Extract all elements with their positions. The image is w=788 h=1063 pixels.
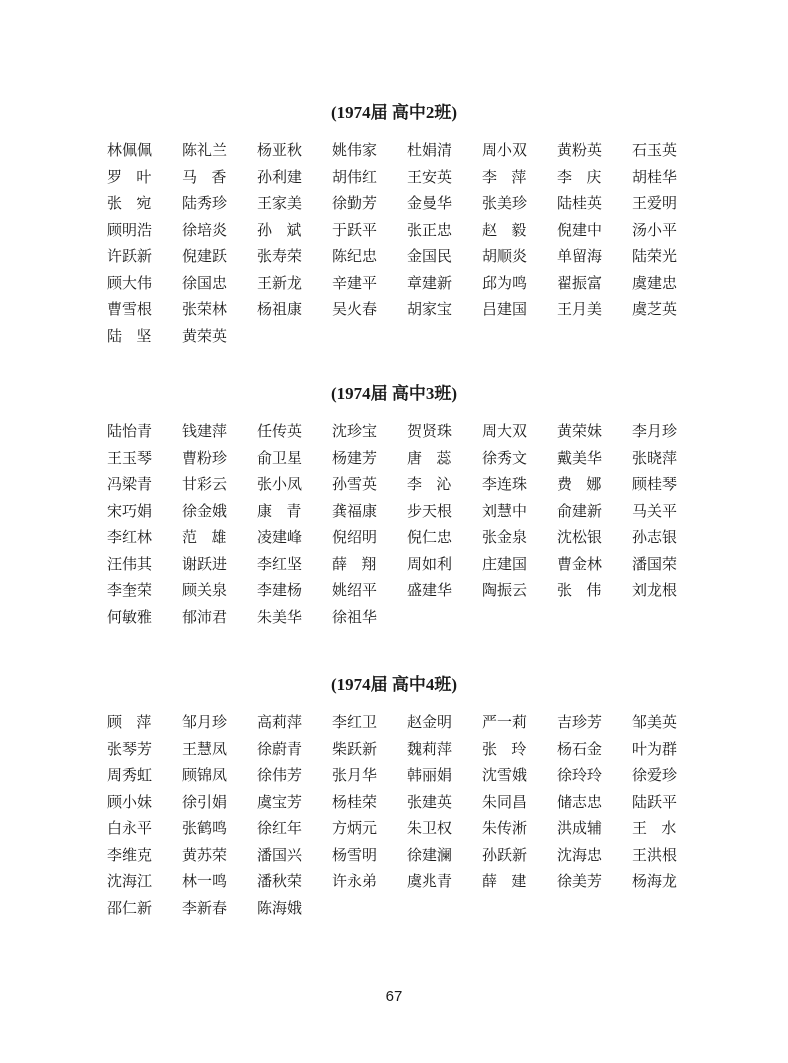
student-name: 徐爱珍	[632, 766, 678, 784]
student-name: 郁沛君	[182, 607, 228, 626]
student-name: 任传英	[257, 422, 303, 440]
student-name: 张寿荣	[257, 247, 303, 265]
student-name: 胡桂华	[632, 167, 678, 186]
student-name: 刘龙根	[632, 581, 678, 599]
student-name: 庄建国	[482, 554, 528, 573]
student-name: 沈松银	[557, 528, 603, 546]
student-name: 沈海忠	[557, 845, 603, 864]
student-name: 柴跃新	[332, 739, 378, 758]
student-name: 徐祖华	[332, 607, 378, 626]
student-name: 王洪根	[632, 845, 678, 864]
student-name: 张宛	[107, 194, 166, 212]
student-name: 朱卫权	[407, 819, 453, 837]
student-name: 孙志银	[632, 528, 678, 546]
student-name: 曹金林	[557, 554, 603, 573]
student-name: 曹粉珍	[182, 448, 228, 467]
student-name: 张鹤鸣	[182, 819, 228, 837]
student-name: 盛建华	[407, 581, 453, 599]
student-name: 黄荣妹	[557, 422, 603, 440]
name-grid	[107, 421, 687, 633]
student-name: 孙雪英	[332, 475, 378, 493]
student-name: 李红卫	[332, 713, 378, 731]
student-name: 李维克	[107, 845, 153, 864]
student-name: 章建新	[407, 273, 453, 292]
student-name: 孙利建	[257, 167, 303, 186]
student-name: 邱为鸣	[482, 273, 528, 292]
student-name: 虞建忠	[632, 273, 678, 292]
student-name: 徐蔚青	[257, 739, 303, 758]
student-name: 俞卫星	[257, 448, 303, 467]
student-name: 陈海娥	[257, 898, 303, 917]
student-name: 陆荣光	[632, 247, 678, 265]
student-name: 徐玲玲	[557, 766, 603, 784]
student-name: 李建杨	[257, 581, 303, 599]
student-name: 石玉英	[632, 141, 678, 159]
student-name: 薛翔	[332, 554, 391, 573]
student-name: 虞芝英	[632, 300, 678, 318]
student-name: 吉珍芳	[557, 713, 603, 731]
student-name: 李红坚	[257, 554, 303, 573]
student-name: 胡顺炎	[482, 247, 528, 265]
student-name: 钱建萍	[182, 422, 228, 440]
student-name: 储志忠	[557, 792, 603, 811]
student-name: 邹月珍	[182, 713, 228, 731]
student-name: 虞兆青	[407, 872, 453, 890]
student-name: 陆怡青	[107, 422, 153, 440]
student-name: 翟振富	[557, 273, 603, 292]
student-name: 张美珍	[482, 194, 528, 212]
student-name: 朱同昌	[482, 792, 528, 811]
student-name: 徐红年	[257, 819, 303, 837]
student-name: 张晓萍	[632, 448, 678, 467]
student-name: 沈珍宝	[332, 422, 378, 440]
student-name: 黄荣英	[182, 326, 228, 345]
student-name: 李庆	[557, 167, 616, 186]
section-title: (1974届 高中3班)	[330, 384, 458, 403]
student-name: 朱传淅	[482, 819, 528, 837]
student-name: 倪建中	[557, 220, 603, 239]
student-name: 杨亚秋	[257, 141, 303, 159]
student-name: 邹美英	[632, 713, 678, 731]
student-name: 王安英	[407, 167, 453, 186]
student-name: 王月美	[557, 300, 603, 318]
student-name: 潘国荣	[632, 554, 678, 573]
student-name: 陆秀珍	[182, 194, 228, 212]
student-name: 甘彩云	[182, 475, 228, 493]
student-name: 倪仁忠	[407, 528, 453, 546]
student-name: 李萍	[482, 167, 541, 186]
student-name: 顾锦凤	[182, 766, 228, 784]
student-name: 顾大伟	[107, 273, 153, 292]
section-title: (1974届 高中4班)	[330, 675, 458, 694]
student-name: 金国民	[407, 247, 453, 265]
student-name: 龚福康	[332, 501, 378, 520]
student-name: 范雄	[182, 528, 241, 546]
student-name: 俞建新	[557, 501, 603, 520]
student-name: 赵金明	[407, 713, 453, 731]
student-name: 陆坚	[107, 326, 166, 345]
student-name: 倪绍明	[332, 528, 378, 546]
student-name: 杨雪明	[332, 845, 378, 864]
student-name: 周秀虹	[107, 766, 153, 784]
student-name: 魏莉萍	[407, 739, 453, 758]
student-name: 赵毅	[482, 220, 541, 239]
student-name: 吴火春	[332, 300, 378, 318]
student-name: 金曼华	[407, 194, 453, 212]
student-name: 杨建芳	[332, 448, 378, 467]
student-name: 张荣林	[182, 300, 228, 318]
student-name: 陶振云	[482, 581, 528, 599]
name-grid	[107, 712, 691, 924]
student-name: 戴美华	[557, 448, 603, 467]
student-name: 唐蕊	[407, 448, 466, 467]
page-number: 67	[385, 988, 403, 1005]
student-name: 杜娟清	[407, 141, 453, 159]
student-name: 张伟	[557, 581, 616, 599]
student-name: 姚绍平	[332, 581, 378, 599]
student-name: 贺贤珠	[407, 422, 453, 440]
student-name: 胡家宝	[407, 300, 453, 318]
student-name: 李红林	[107, 528, 153, 546]
student-name: 步天根	[407, 501, 453, 520]
student-name: 何敏雅	[107, 607, 153, 626]
student-name: 凌建峰	[257, 528, 303, 546]
section-title: (1974届 高中2班)	[330, 103, 458, 122]
student-name: 马香	[182, 167, 241, 186]
student-name: 陈礼兰	[182, 141, 228, 159]
student-name: 顾桂琴	[632, 475, 678, 493]
student-name: 刘慧中	[482, 501, 528, 520]
student-name: 汤小平	[632, 220, 678, 239]
student-name: 韩丽娟	[407, 766, 453, 784]
student-name: 徐金娥	[182, 501, 228, 520]
student-name: 王爱明	[632, 194, 678, 212]
student-name: 姚伟家	[332, 141, 378, 159]
student-name: 杨祖康	[257, 300, 303, 318]
student-name: 康青	[257, 501, 316, 520]
student-name: 徐培炎	[182, 220, 228, 239]
student-name: 许跃新	[107, 247, 153, 265]
student-name: 王水	[632, 819, 691, 837]
student-name: 潘秋荣	[257, 872, 303, 890]
student-name: 林一鸣	[182, 872, 228, 890]
student-name: 李新春	[182, 898, 228, 917]
student-name: 周大双	[482, 422, 528, 440]
student-name: 张正忠	[407, 220, 453, 239]
student-name: 张小凤	[257, 475, 303, 493]
student-name: 宋巧娟	[107, 501, 153, 520]
student-name: 虞宝芳	[257, 792, 303, 811]
student-name: 顾明浩	[107, 220, 153, 239]
student-name: 胡伟红	[332, 167, 378, 186]
student-name: 徐建澜	[407, 845, 453, 864]
student-name: 杨海龙	[632, 872, 678, 890]
student-name: 许永弟	[332, 872, 378, 890]
student-name: 王新龙	[257, 273, 303, 292]
student-name: 谢跃进	[182, 554, 228, 573]
student-name: 周小双	[482, 141, 528, 159]
student-name: 薛建	[482, 872, 541, 890]
student-name: 朱美华	[257, 607, 303, 626]
student-name: 吕建国	[482, 300, 528, 318]
student-name: 邵仁新	[107, 898, 153, 917]
student-name: 于跃平	[332, 220, 378, 239]
student-name: 费娜	[557, 475, 616, 493]
student-name: 徐引娟	[182, 792, 228, 811]
student-name: 叶为群	[632, 739, 678, 758]
student-name: 徐国忠	[182, 273, 228, 292]
student-name: 洪成辅	[557, 819, 603, 837]
student-name: 张金泉	[482, 528, 528, 546]
student-name: 方炳元	[332, 819, 378, 837]
student-name: 辛建平	[332, 273, 378, 292]
student-name: 张建英	[407, 792, 453, 811]
student-name: 沈海江	[107, 872, 153, 890]
student-name: 陆桂英	[557, 194, 603, 212]
student-name: 周如利	[407, 554, 453, 573]
student-name: 杨石金	[557, 739, 603, 758]
student-name: 王慧凤	[182, 739, 228, 758]
student-name: 顾关泉	[182, 581, 228, 599]
student-name: 潘国兴	[257, 845, 303, 864]
student-name: 徐伟芳	[257, 766, 303, 784]
student-name: 高莉萍	[257, 713, 303, 731]
student-name: 王家美	[257, 194, 303, 212]
student-name: 顾萍	[107, 713, 166, 731]
student-name: 冯梁青	[107, 475, 153, 493]
student-name: 孙斌	[257, 220, 316, 239]
student-name: 李沁	[407, 475, 466, 493]
student-name: 陆跃平	[632, 792, 678, 811]
student-name: 林佩佩	[107, 141, 153, 159]
student-name: 陈纪忠	[332, 247, 378, 265]
student-name: 李月珍	[632, 422, 678, 440]
student-name: 李奎荣	[107, 581, 153, 599]
student-name: 张琴芳	[107, 739, 153, 758]
student-name: 黄苏荣	[182, 845, 228, 864]
student-name: 沈雪娥	[482, 766, 528, 784]
student-name: 徐勤芳	[332, 194, 378, 212]
student-name: 张月华	[332, 766, 378, 784]
student-name: 倪建跃	[182, 247, 228, 265]
student-name: 顾小妹	[107, 792, 153, 811]
student-name: 孙跃新	[482, 845, 528, 864]
student-name: 徐秀文	[482, 448, 528, 467]
student-name: 罗叶	[107, 167, 166, 186]
student-name: 李连珠	[482, 475, 528, 493]
student-name: 黄粉英	[557, 141, 603, 159]
name-grid	[107, 140, 687, 352]
student-name: 徐美芳	[557, 872, 603, 890]
student-name: 严一莉	[482, 713, 528, 731]
student-name: 曹雪根	[107, 300, 153, 318]
student-name: 马关平	[632, 501, 678, 520]
student-name: 白永平	[107, 819, 153, 837]
student-name: 王玉琴	[107, 448, 153, 467]
student-name: 单留海	[557, 247, 603, 265]
student-name: 汪伟其	[107, 554, 153, 573]
student-name: 张玲	[482, 739, 541, 758]
student-name: 杨桂荣	[332, 792, 378, 811]
